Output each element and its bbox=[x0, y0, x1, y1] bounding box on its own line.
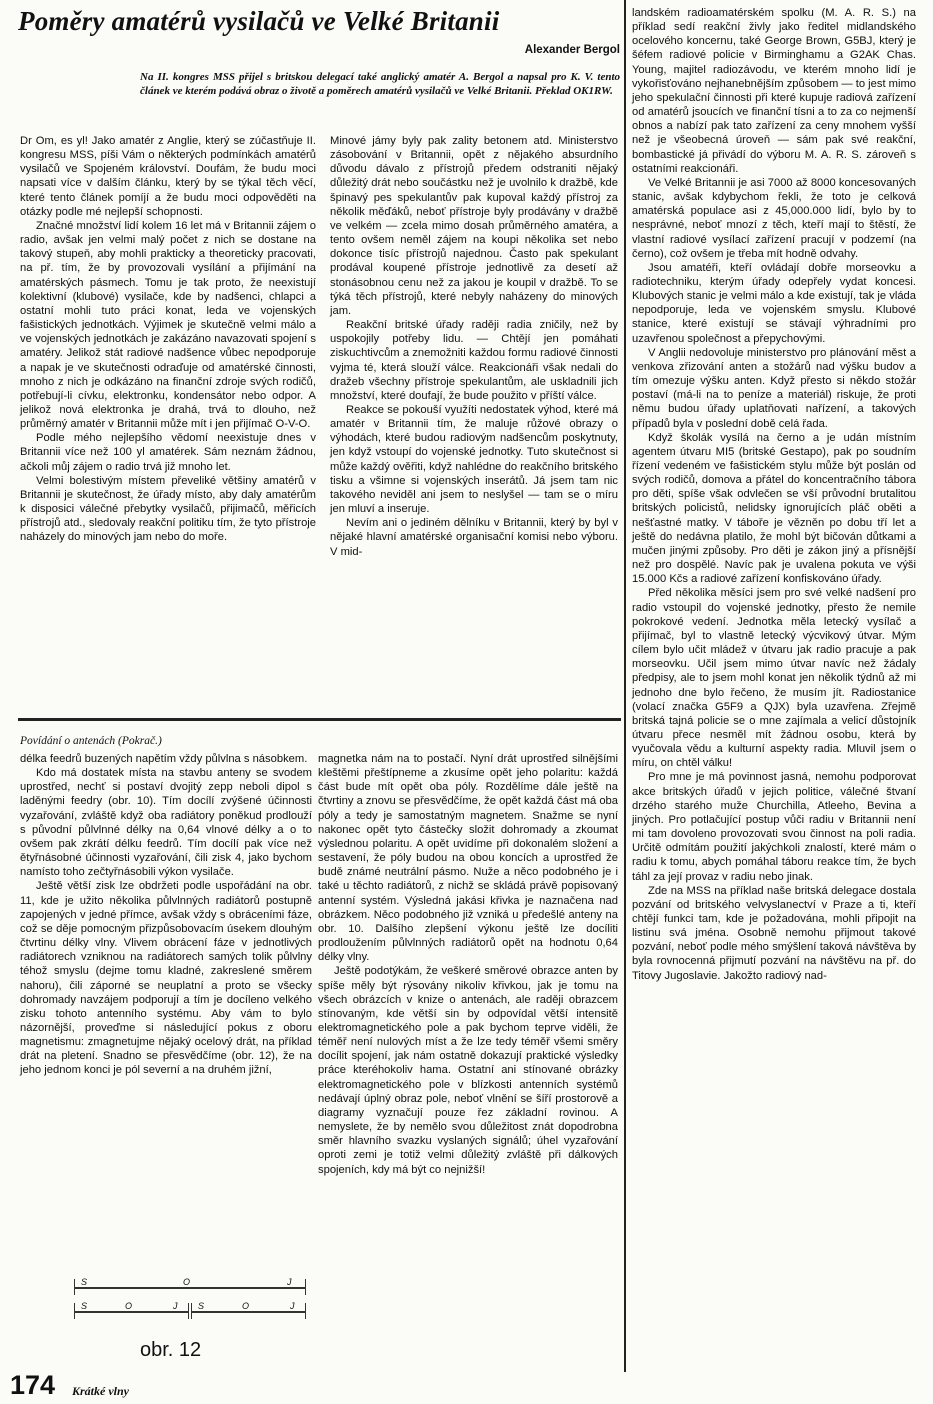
article-lead: Na II. kongres MSS přijel s britskou delegací také anglický amatér A. Bergol a napsal pro K. V. tento článek ve kterém podává obraz o životě a poměrech amatérů vysilačů ve Velké Britanii. Překlad OK1RW. bbox=[140, 71, 620, 97]
magazine-name: Krátké vlny bbox=[72, 1384, 129, 1398]
pole-label: J bbox=[287, 1277, 292, 1287]
paragraph: Dr Om, es yl! Jako amatér z Anglie, který se zúčastňuje II. kongresu MSS, píši Vám o některých podmínkách amatérů vysilačů ve Spojeném království. Doufám, že budu moci napsati více v dalším článku, který by se týkal těch věcí, které tento článek pomíjí a že budu moci odpověděti na otázky podle mé nejlepší schopnosti. bbox=[20, 135, 316, 218]
column-5 bbox=[318, 752, 618, 1177]
paragraph: Když školák vysílá na černo a je udán místním agentem útvaru MI5 (britské Gestapo), pak po soudním řízení vedeném ve fašistickém stylu může být poslán od svých rodičů, domova a přátel do koncentračního tábora pro děti, spíše však odvlečen se vší průvodní brutalitou britských policistů, nelidsky ignorujících pláč oběti a nešťastné matky. V táboře je vězněn po dobu tří let a ještě do nedávna platilo, že mohl být bičován důtkami a mučen jinými způsoby. Pro děti je zákon jiný a přísnější než pro dospělé. Navíc pak je uvalena pokuta ve výši 15.000 Kčs a radiové zařízení konfiskováno úřady. bbox=[632, 431, 916, 586]
figure-12 bbox=[60, 1275, 305, 1375]
paragraph: Nevím ani o jediném dělníku v Britannii, který by byl v nějaké hlavní amatérské organisační komisi nebo výboru. V mid- bbox=[330, 517, 618, 558]
paragraph: Značné množství lidí kolem 16 let má v Britannii zájem o radio, avšak jen velmi malý počet z nich se dostane na takový stupeň, aby mohli prakticky a theoreticky pracovati, na př. tím, že by provozovali vysílání a přijímání na amatérských pásmech. Tomu je tak proto, že neexistují kolektivní (klubové) vysilače, kde by nadšenci, chlapci a ostatní mohli tuto práci konat, leda ve vojenských fašistických jednotkách. Výjimek je skutečně velmi málo a ve vojenských jednotkách je zakázáno navazovati spojení s amatéry. Jelikož stát radiové nadšence vůbec nepodporuje a napak je ve skutečnosti odraďuje od amatérské činnosti, mnoho z nich je odkázáno na finanční zdroje svých rodičů, potřebují-li cívku, elektronku, kondensátor nebo odpor. A jelikož nová elektronka je drahá, trvá to dlouho, než průměrný amatér v Britannii může mít i jen přijímač O-V-O. bbox=[20, 219, 316, 431]
pole-label: O bbox=[242, 1301, 250, 1311]
paragraph: Pro mne je má povinnost jasná, nemohu podporovat akce britských úřadů v jejich politice, válečné štvaní drzého starého muže Churchilla, Atleeho, Bevina a jiných. Pro potlačující postup vůči radiu v Britannii není mi tam dovoleno provozovati svou činnost na poli radia. Určitě odmítám použití jakýchkoli znalostí, které mám o radiu k tomu, abych pomáhal táboru reakce tím, že bych táhl za její provaz v radiu nebo jinak. bbox=[632, 771, 916, 883]
magnet-wire-whole bbox=[74, 1279, 306, 1295]
paragraph: Ve Velké Britannii je asi 7000 až 8000 koncesovaných stanic, avšak kdybychom řekli, že toto je celková amatérská populace asi z 45,000.000 lidí, bylo by to nesprávné, neboť mnozí z těch, kteří mají to štěstí, že vlastní radiové vysílací zařízení pracují v podzemí (na černo), což ovšem je třeba mít hodně odvahy. bbox=[632, 176, 916, 260]
article-title: Poměry amatérů vysilačů ve Velké Britanii bbox=[18, 6, 500, 36]
paragraph: Reakční britské úřady raději radia zničily, než by uspokojily potřeby lidu. — Chtějí jen pomáhati ziskuchtivcům a znemožniti každou formu radiové činnosti vyjma té, která slouží válce. Reakcionáři však nedali do dražeb všechny přístroje spekulantům, ale uskladnili jich množství, které doufají, že bude použito v příští válce. bbox=[330, 319, 618, 402]
paragraph: Jsou amatéři, kteří ovládají dobře morseovku a radiotechniku, kterým úřady odepřely vydat koncesi. Klubových stanic je velmi málo a kde existují, tak je vláda nepodporuje, leda ve vojenském smyslu. Klubové stanice, které existují se stávají výhradními pro uzavřenou společnost a přepychovými. bbox=[632, 261, 916, 345]
magnet-wire-half-left bbox=[74, 1303, 189, 1319]
paragraph: Ještě větší zisk lze obdržeti podle uspořádání na obr. 11, kde je užito několika půlvlnných radiátorů postupně zapojených v jedné přímce, avšak vždy s obráceními fáze, což se děje pomocným přizpůsobovacím úsekem dlouhým čtvrtinu délky vlny. Vlivem obrácení fáze v jednotlivých radiátorech vzniknou na radiátorech samých tolik půlvlny téhož smyslu (dejme tomu kladné, zakreslené směrem nahoru), čili záporné se neuplatní a proto se všecky dohromady navzájem podporují a tím je docíleno velkého zisku tohoto antenního systému. Aby vám to bylo názornější, proveďme si následující pokus z oboru magnetismu: zmagnetujme nějaký ocelový drát, na příklad drát na pletení. Snadno se přesvědčíme (obr. 12), že na jeho jednom konci je pól severní a na druhém jižní, bbox=[20, 880, 312, 1077]
column-4 bbox=[20, 752, 312, 1078]
paragraph: Kdo má dostatek místa na stavbu anteny se svodem uprostřed, nechť si postaví dvojitý zepp neboli dipol s laděnými feedry (obr. 10). Tím docílí zvýšené účinnosti vyzařování, zvláště když oba radiátory poněkud prodlouží s původní půlvlnné délky na 0,64 vlnové délky a o to ovšem pak zkrátí délku feedrů. Tím docílí pak více než ětyřnásobné účinnosti vyzařování, čili zisk 4, jako bychom namísto toho zečtyřnásobili výkon vysilače. bbox=[20, 767, 312, 879]
column-divider bbox=[624, 0, 626, 1372]
column-3 bbox=[632, 6, 916, 983]
paragraph: Ještě podotýkám, že veškeré směrové obrazce anten by spíše měly být rýsovány nikoliv křivkou, jak je tomu na všech obrázcích v knize o antenách, ale raději obrazcem stínovaným, kde větší sin by odpovídal větší intensitě elektromagnetického pole a pak bychom teprve viděli, že téměř není nulových míst a že lze tedy téměř všemi směry docílit spojení, jak nám ostatně dokazují praktické výsledky práce kteréhokoliv hama. Ostatní ani stínované obrázky elektromagnetického pole v blízkosti antenních systémů nedávají úplný obraz pole, neboť vlnění se šíří prostorově a diagramy vyznačují pouze řez základní rovinou. A nemyslete, že by nemělo svou důležitost znát dopodrobna směr hlavního svazku vyslaných signálů; úhel vyzařování oproti zemi je totiž velmi důležitý zvláště při dálkových spojeních, kdy má být co nejnižší! bbox=[318, 965, 618, 1176]
paragraph: magnetka nám na to postačí. Nyní drát uprostřed silnějšími kleštěmi přeštípneme a zkusíme opět jeho polaritu: každá část bude mít opět oba póly. Rozdělíme dále ještě na čtvrtiny a znovu se přesvědčíme, že opět každá část má oba póly a tedy je samostatným magnetem. Snažme se nyní nakonec opět tyto částečky složit dohromady a zkoumat výslednou polaritu. A opět uvidíme při dokonalém složení a sestavení, že póly budou na obou koncích a uprostřed že budě známé neutrální pásmo. Nuže a něco podobného je i také u těchto radiátorů, z nichž se skládá právě popisovaný antenní systém. Výsledná jakási křivka je naznačena nad obrázkem. Něco podobného již vzniká u předešlé anteny na obr. 10. Dalšího zlepšení výkonu ještě lze docíliti prodloužením půlvlnných radiátorů opět na hodnotu 0,64 délky vlny. bbox=[318, 753, 618, 964]
continued-heading: Povídání o antenách (Pokrač.) bbox=[20, 735, 162, 747]
paragraph: Minové jámy byly pak zality betonem atd. Ministerstvo zásobování v Britannii, opět z nějakého absurdního důvodu dávalo z přístrojů předem odstraniti nějaký důležitý drát nebo součástku než je uvolnilo k dražbě, kde špinavý pes spekulantův pak kupoval každý přístroj za několik měďáků, neboť přístroje byly prodávány v dražbě ve velkém — zcela mimo dosah průměrného amatéra, a tento ovšem neměl zájem na koupi několika set nebo dokonce tisíc přístrojů najednou. Často pak spekulant prodával koupené přístroje jednotlivě za desetí až stonásobnou cenu než za jakou je koupil v dražbě. To se týká těch přístrojů, které nebyly naházeny do minových jam. bbox=[330, 135, 618, 317]
paragraph: Zde na MSS na příklad naše britská delegace dostala pozvání od britského velvyslanectví v Praze a ti, kteří chtějí funkci tam, kde je požadována, mohli připojit na listinu svá jména. Osobně nemohu přijmout takové pozvání, neboť podle mého smýšlení taková návštěva by byla rovnocenná přijmutí pozvání na návštěvu na př. do Titovy Jugoslavie. Jakožto radiový nad- bbox=[632, 884, 916, 982]
pole-label: J bbox=[290, 1301, 295, 1311]
pole-label: S bbox=[81, 1301, 88, 1311]
paragraph: Podle mého nejlepšího vědomí neexistuje dnes v Britannii více než 100 yl amatérek. Sám neznám žádnou, ačkoli můj zájem o radio trvá již mnoho let. bbox=[20, 432, 316, 473]
column-1 bbox=[20, 134, 316, 545]
magnet-wire-half-right bbox=[191, 1303, 306, 1319]
article-author: Alexander Bergol bbox=[524, 44, 620, 56]
pole-label: J bbox=[173, 1301, 178, 1311]
paragraph: délka feedrů buzených napětím vždy půlvlna s násobkem. bbox=[20, 753, 308, 765]
paragraph: Reakce se pokouší využíti nedostatek výhod, které má amatér v Britannii tím, že maluje růžové obrazy o výhodách, které budou radiovým nadšencům poskytnuty, jen když vstoupí do vojenské jednotky. Tuto skutečnost si může každý ověřiti, když nahlédne do reakčního britského tisku a všimne si vojenských inserátů. Já jsem tam nic takového neviděl ani jsem to neslyšel — tam se o míru jen mluví a inseruje. bbox=[330, 403, 618, 516]
paragraph: Velmi bolestivým místem převeliké většiny amatérů v Britannii je skutečnost, že úřady místo, aby daly amatérům k disposici válečné přebytky vysilačů, přijimačů, měřicích přístrojů atd., sledovaly reakční politiku tím, že tyto přístroje naházely do minových jam nebo do moře. bbox=[20, 474, 316, 544]
figure-caption: obr. 12 bbox=[140, 1339, 202, 1361]
paragraph: V Anglii nedovoluje ministerstvo pro plánování měst a venkova zřizování anten a stožárů nad výšku budov a tím omezuje výšku anten. Když přesto si někdo stožár postaví (má-li na to peníze a materiál) riskuje, že proti němu budou úřady uplatňovati nařízení, a takových případů byla v poslední době celá řada. bbox=[632, 346, 916, 430]
column-2 bbox=[330, 134, 618, 559]
pole-label: S bbox=[198, 1301, 205, 1311]
pole-label: O bbox=[183, 1277, 191, 1287]
pole-label: S bbox=[81, 1277, 88, 1287]
section-divider bbox=[18, 718, 621, 721]
pole-label: O bbox=[125, 1301, 133, 1311]
paragraph: Před několika měsíci jsem pro své velké nadšení pro radio vstoupil do vojenské jednotky, přesto že nemile pokrokové vedení. Jednotka měla letecký vysílač a přijímač, byl to vlastně letecký výcvikový útvar. Mým cílem bylo učit mládež v útvaru jak radio pracuje a pak morseovku. Učil jsem mimo útvar navíc než žádaly předpisy, ale to jsem mohl konat jen několik týdnů až mi jednoho dne bylo řečeno, že musím jít. Radiostanice (volací značka G5F9 a QJX) byla uzavřena. Zřejmě britská tajná policie se o mne zajímala a velicí důstojník útvaru přece nesměl mít žádnou osobu, která by vyučovala vědu a kulturní aspekty radia. Mluvil jsem o míru, on chtěl válku! bbox=[632, 587, 916, 770]
page-number: 174 bbox=[10, 1370, 56, 1400]
paragraph: landském radioamatérském spolku (M. A. R. S.) na příklad sedí reakční živly jako ředitel midlandského ocelového koncernu, také George Brown, G5BJ, který je šéfem radiové policie v Birminghamu a G2AK Chas. Young, majitel radiozávodu, ve kterém mnoho lidí je vykořisťováno nejhanebnějším způsobem — to jest mimo jeho spekulační činnosti při které kupuje radiová zařízení od amatérů jsoucích ve finanční tísni a to za co nejmenší obnos a nabízí pak tato zařízení za ceny mnohem vyšší než je všeobecná úroveň — sám pak své reakční, bombastické já přivádí do výboru M. A. R. S. zároveň s ostatními reakcionáři. bbox=[632, 7, 917, 175]
